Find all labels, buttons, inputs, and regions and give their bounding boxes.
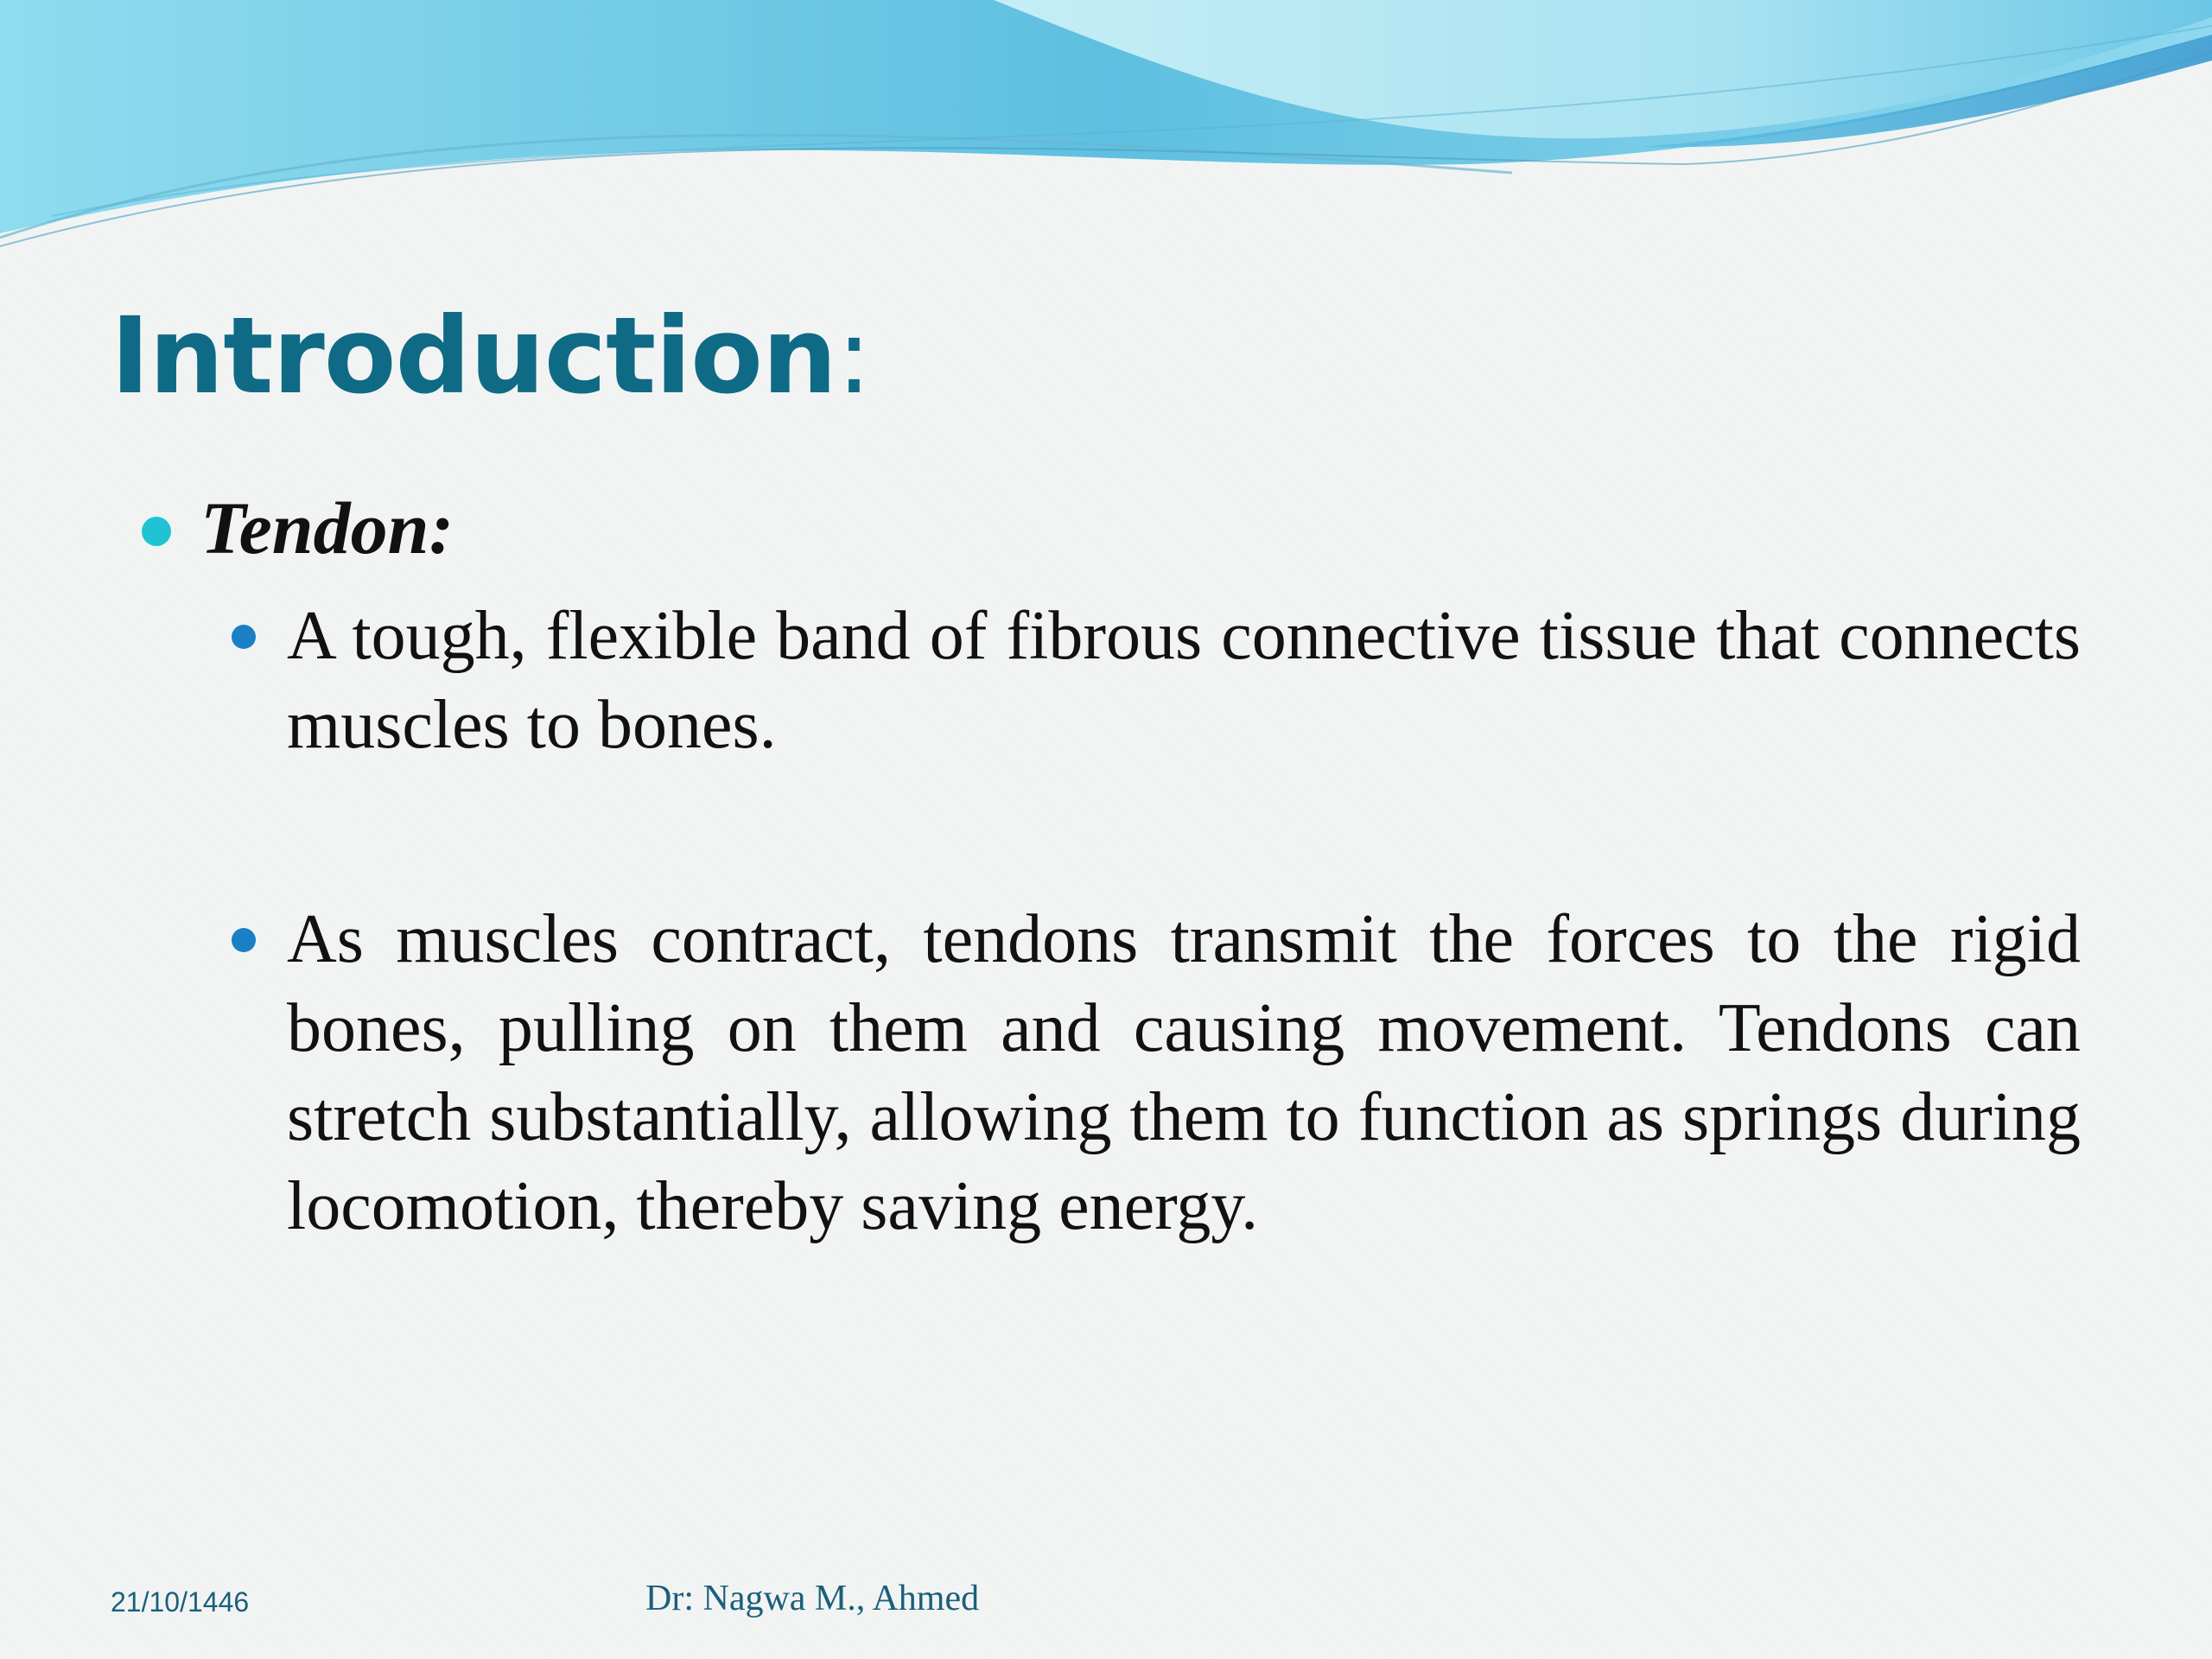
footer-date: 21/10/1446 bbox=[111, 1586, 250, 1618]
slide-content bbox=[138, 484, 2082, 1251]
header-wave-decoration bbox=[0, 0, 2212, 259]
sub-bullet-function bbox=[287, 895, 2081, 1251]
sub-bullet-dot-icon bbox=[232, 625, 256, 649]
sub-bullet-dot-icon bbox=[232, 928, 256, 952]
bullet-tendon bbox=[138, 484, 2082, 573]
slide-title-colon: : bbox=[836, 295, 871, 417]
bullet-tendon-label: Tendon: bbox=[200, 486, 454, 569]
slide-title bbox=[111, 295, 871, 417]
footer-author: Dr: Nagwa M., Ahmed bbox=[645, 1579, 980, 1618]
sub-bullet-definition bbox=[287, 592, 2081, 770]
bullet-dot-icon bbox=[142, 517, 171, 546]
slide-title-text: Introduction bbox=[111, 295, 836, 417]
sub-bullet-definition-text: A tough, flexible band of fibrous connective tissue that connects muscles to bones. bbox=[287, 598, 2081, 764]
sub-bullet-function-text: As muscles contract, tendons transmit the forces to the rigid bones, pulling on them and causing movement. Tendons can stretch substantially, allowing them to function as springs during locomotion, thereby saving energy. bbox=[287, 901, 2081, 1245]
